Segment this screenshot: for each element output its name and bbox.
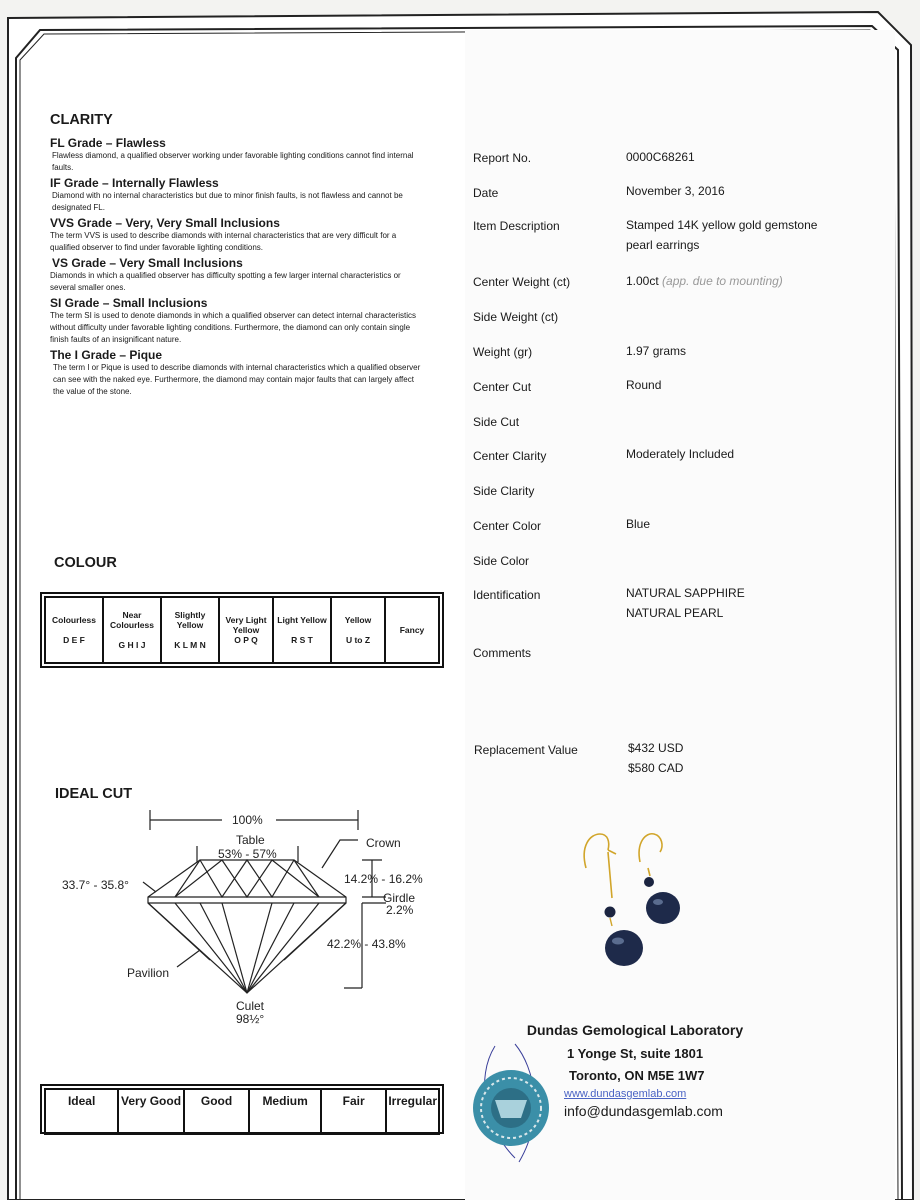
item-description-value: Stamped 14K yellow gold gemstone pearl earrings xyxy=(626,218,818,252)
grade-vvs: VVS Grade – Very, Very Small Inclusions The term VVS is used to describe diamonds with internal characteristics that are very difficult for a qualified observer to find under favorable lighting conditions. xyxy=(50,216,397,252)
culet-val-label: 98½° xyxy=(236,1012,265,1026)
center-weight-value: 1.00ct (app. due to mounting) xyxy=(626,274,783,288)
lab-address xyxy=(470,1020,790,1119)
crown-label: Crown xyxy=(366,836,401,850)
grade-si: SI Grade – Small Inclusions The term SI is used to denote diamonds in which a qualified observer can detect internal characteristics without difficulty under favorable lighting conditions. Furthermore, the diamond can only contain single finish faults of an insignificant nature. xyxy=(50,296,416,344)
colour-col-near-colourless: Near Colourless G H I J xyxy=(103,597,161,663)
field-label: Center Cut xyxy=(473,380,532,394)
field-label: Center Color xyxy=(473,519,542,533)
earrings-photo xyxy=(550,828,730,988)
lab-name: Dundas Gemological Laboratory xyxy=(526,1022,744,1038)
lab-address-line1: 1 Yonge St, suite 1801 xyxy=(567,1046,704,1061)
colour-col-slightly-yellow: Slightly Yellow K L M N xyxy=(161,597,219,663)
pavilion-label: Pavilion xyxy=(127,966,170,980)
cut-grade-irregular: Irregular xyxy=(386,1089,439,1134)
cut-grade-scale xyxy=(40,1084,444,1134)
cut-grade-ideal: Ideal xyxy=(45,1089,118,1134)
field-label: Item Description xyxy=(473,219,560,233)
replacement-value: $432 USD $580 CAD xyxy=(628,741,684,775)
field-label: Center Clarity xyxy=(473,449,547,463)
grade-if: IF Grade – Internally Flawless Diamond with no internal characteristics but due to minor finish faults, is not flawless and cannot be designated FL. xyxy=(50,176,403,212)
pavilion-depth-label: 42.2% - 43.8% xyxy=(327,937,406,951)
weight-value: 1.97 grams xyxy=(626,344,687,358)
center-clarity-value: Moderately Included xyxy=(626,447,735,461)
field-label: Weight (gr) xyxy=(473,345,533,359)
field-label: Side Cut xyxy=(473,415,520,429)
field-label: Date xyxy=(473,186,499,200)
colour-col-light-yellow: Light Yellow R S T xyxy=(273,597,331,663)
crown-height-label: 14.2% - 16.2% xyxy=(344,872,423,886)
table-label: Table xyxy=(236,833,265,847)
center-cut-value: Round xyxy=(626,378,662,392)
cut-grade-very-good: Very Good xyxy=(118,1089,184,1134)
lab-address-line2: Toronto, ON M5E 1W7 xyxy=(569,1068,705,1083)
clarity-grades xyxy=(50,136,425,398)
colour-col-fancy: Fancy xyxy=(385,597,439,663)
girdle-label: Girdle xyxy=(383,891,416,905)
colour-scale xyxy=(40,592,444,668)
field-label: Side Clarity xyxy=(473,484,535,498)
width-label: 100% xyxy=(232,813,263,827)
grade-i: The I Grade – Pique The term I or Pique is used to describe diamonds with internal characteristics which a qualified observer can see with the naked eye. Furthermore, the diamond may contain major faults that can largely affect the value of the stone. xyxy=(50,348,421,396)
field-label: Center Weight (ct) xyxy=(473,275,571,289)
clarity-title: CLARITY xyxy=(50,112,113,128)
colour-title: COLOUR xyxy=(54,555,117,571)
colour-col-very-light-yellow: Very Light Yellow O P Q xyxy=(219,597,273,663)
center-color-value: Blue xyxy=(626,517,651,531)
grade-fl: FL Grade – Flawless Flawless diamond, a qualified observer working under favorable lighting conditions cannot find internal faults. xyxy=(50,136,414,172)
colour-col-yellow: Yellow U to Z xyxy=(331,597,385,663)
field-label: Replacement Value xyxy=(474,743,578,757)
diamond-diagram xyxy=(40,800,460,1035)
lab-website-link[interactable]: www.dundasgemlab.com xyxy=(564,1088,687,1100)
girdle-pct-label: 2.2% xyxy=(386,903,414,917)
cut-grade-medium: Medium xyxy=(249,1089,321,1134)
field-label: Side Weight (ct) xyxy=(473,310,559,324)
field-label: Comments xyxy=(473,646,532,660)
lab-email[interactable]: info@dundasgemlab.com xyxy=(564,1103,723,1119)
field-label: Side Color xyxy=(473,554,530,568)
report-no-value: 0000C68261 xyxy=(626,150,695,164)
field-label: Report No. xyxy=(473,151,532,165)
date-value: November 3, 2016 xyxy=(626,184,725,198)
table-pct-label: 53% - 57% xyxy=(218,847,277,861)
cut-grade-fair: Fair xyxy=(321,1089,386,1134)
culet-label: Culet xyxy=(236,999,265,1013)
field-label: Identification xyxy=(473,588,541,602)
ideal-cut-title: IDEAL CUT xyxy=(55,786,133,802)
colour-col-colourless: Colourless D E F xyxy=(45,597,103,663)
cut-grade-good: Good xyxy=(184,1089,250,1134)
crown-angle-label: 33.7° - 35.8° xyxy=(62,878,129,892)
center-weight-note: (app. due to mounting) xyxy=(662,274,783,288)
identification-value: NATURAL SAPPHIRE NATURAL PEARL xyxy=(626,586,745,620)
grade-vs: VS Grade – Very Small Inclusions Diamonds in which a qualified observer has difficulty spotting a few larger internal characteristics or several smaller ones. xyxy=(50,256,401,292)
